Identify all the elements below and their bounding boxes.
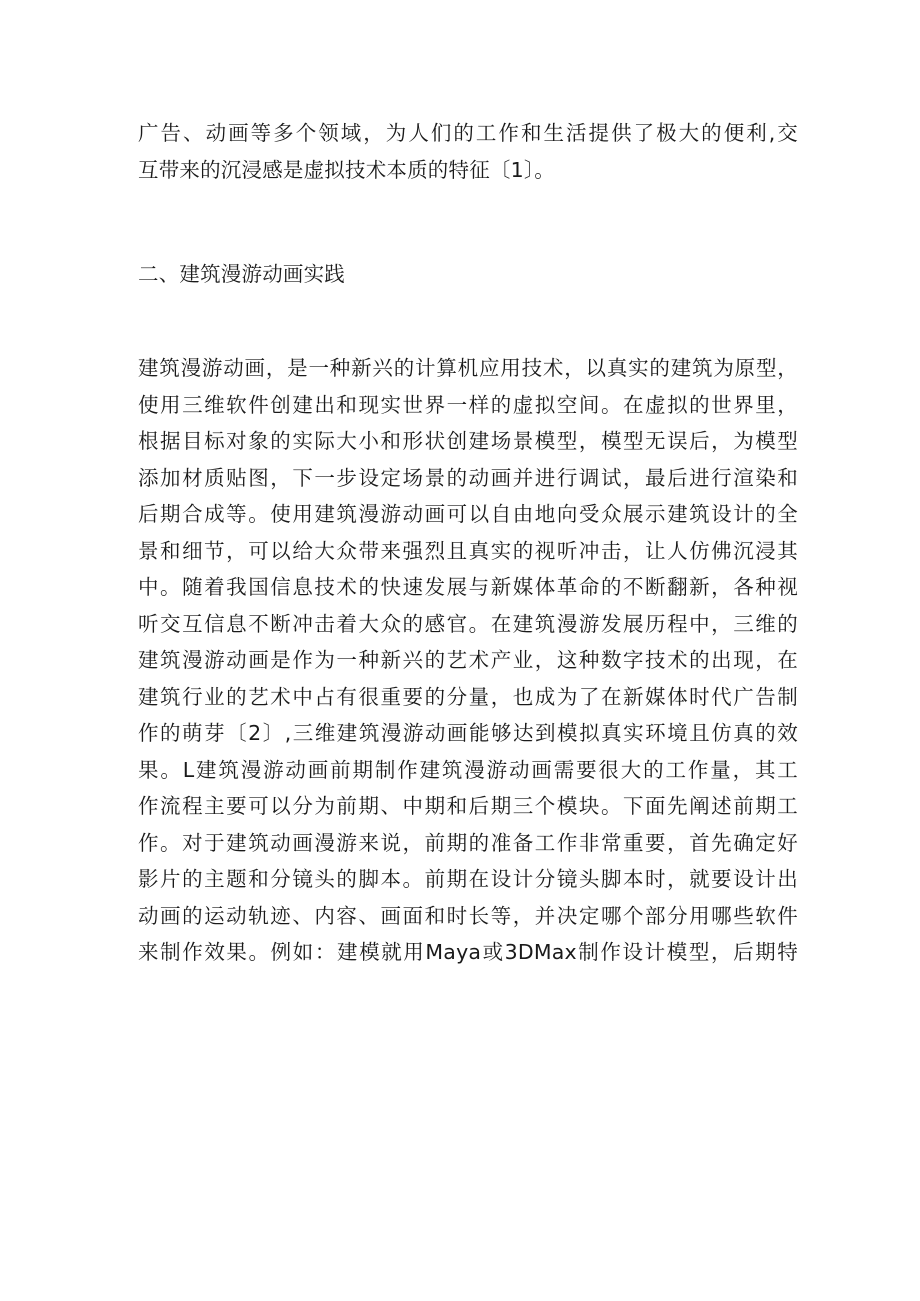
text-line: 建筑漫游动画，是一种新兴的计算机应用技术，以真实的建筑为原型， (138, 356, 798, 380)
text-line: 来制作效果。例如：建模就用Maya或3DMax制作设计模型，后期特 (138, 940, 798, 964)
text-line: 果。L建筑漫游动画前期制作建筑漫游动画需要很大的工作量，其工 (138, 757, 798, 782)
section-heading-text: 二、建筑漫游动画实践 (138, 262, 345, 286)
text-line: 建筑行业的艺术中占有很重要的分量，也成为了在新媒体时代广告制 (138, 684, 798, 709)
text-line: 使用三维软件创建出和现实世界一样的虚拟空间。在虚拟的世界里， (138, 392, 798, 417)
paragraph-continued (138, 115, 798, 188)
text-line: 作。对于建筑动画漫游来说，前期的准备工作非常重要，首先确定好 (138, 830, 798, 855)
text-line: 添加材质贴图，下一步设定场景的动画并进行调试，最后进行渲染和 (138, 465, 798, 490)
text-line: 作流程主要可以分为前期、中期和后期三个模块。下面先阐述前期工 (138, 794, 798, 818)
text-line: 建筑漫游动画是作为一种新兴的艺术产业，这种数字技术的出现，在 (138, 648, 798, 672)
text-line: 后期合成等。使用建筑漫游动画可以自由地向受众展示建筑设计的全 (138, 502, 798, 526)
text-line: 根据目标对象的实际大小和形状创建场景模型，模型无误后，为模型 (138, 429, 798, 453)
text-line: 听交互信息不断冲击着大众的感官。在建筑漫游发展历程中，三维的 (138, 611, 798, 636)
text-line: 广告、动画等多个领域，为人们的工作和生活提供了极大的便利,交 (138, 121, 798, 145)
paragraph-body (138, 350, 798, 971)
text-line: 动画的运动轨迹、内容、画面和时长等，并决定哪个部分用哪些软件 (138, 903, 798, 928)
text-line: 中。随着我国信息技术的快速发展与新媒体革命的不断翻新，各种视 (138, 575, 798, 599)
text-line: 互带来的沉浸感是虚拟技术本质的特征〔1〕。 (138, 157, 555, 182)
text-line: 景和细节，可以给大众带来强烈且真实的视听冲击，让人仿佛沉浸其 (138, 538, 798, 563)
text-line: 作的萌芽〔2〕,三维建筑漫游动画能够达到模拟真实环境且仿真的效 (138, 721, 798, 745)
section-heading (138, 256, 798, 293)
text-line: 影片的主题和分镜头的脚本。前期在设计分镜头脚本时，就要设计出 (138, 867, 798, 891)
